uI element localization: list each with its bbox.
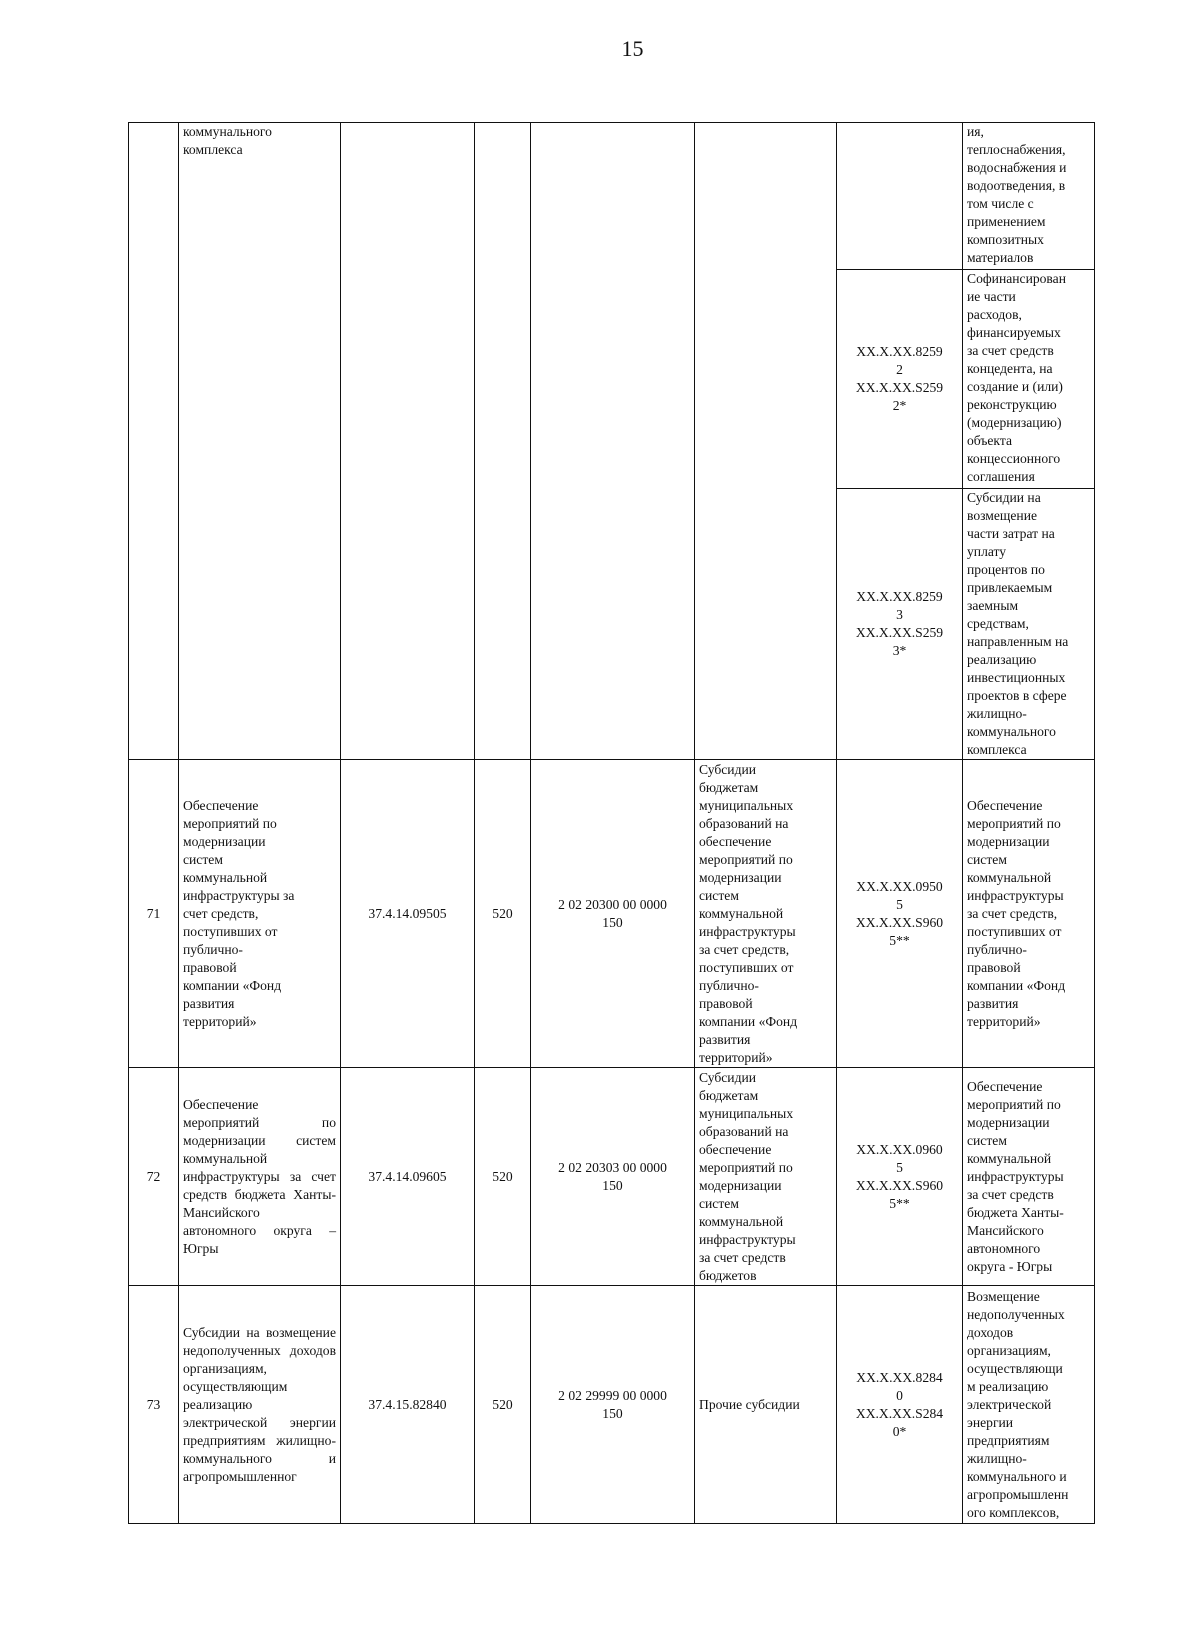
cell-kcodes: XX.X.XX.0960 5 XX.X.XX.S960 5** bbox=[837, 1068, 963, 1286]
cell-kcodes: XX.X.XX.8284 0 XX.X.XX.S284 0* bbox=[837, 1286, 963, 1524]
cell-num: 72 bbox=[129, 1068, 179, 1286]
cell-kbk: 2 02 29999 00 0000 150 bbox=[531, 1286, 695, 1524]
cell-kbk bbox=[531, 123, 695, 760]
cell-code: 37.4.15.82840 bbox=[341, 1286, 475, 1524]
cell-kbk: 2 02 20300 00 0000 150 bbox=[531, 760, 695, 1068]
cell-name: Обеспечение мероприятий по модернизации систем коммунальной инфраструктуры за счет средств бюджета Ханты-Мансийского автономного округа – Югры bbox=[179, 1068, 341, 1286]
cell-purpose: Возмещение недополученных доходов организациям, осуществляющи м реализацию электрической энергии предприятиям жилищно- коммунального и агропромышленн ого комплексов, bbox=[963, 1286, 1095, 1524]
budget-classification-table bbox=[128, 122, 1095, 1524]
cell-name: коммунального комплекса bbox=[179, 123, 341, 760]
cell-kcodes bbox=[837, 123, 963, 270]
cell-kcodes: XX.X.XX.8259 2 XX.X.XX.S259 2* bbox=[837, 270, 963, 489]
cell-dname: Прочие субсидии bbox=[695, 1286, 837, 1524]
table-row-73 bbox=[129, 1286, 1095, 1524]
cell-num bbox=[129, 123, 179, 760]
cell-code: 37.4.14.09605 bbox=[341, 1068, 475, 1286]
cell-purpose: Софинансирован ие части расходов, финансируемых за счет средств концедента, на создание и (или) реконструкцию (модернизацию) объекта концессионного соглашения bbox=[963, 270, 1095, 489]
cell-kcodes: XX.X.XX.0950 5 XX.X.XX.S960 5** bbox=[837, 760, 963, 1068]
cell-dname: Субсидии бюджетам муниципальных образований на обеспечение мероприятий по модернизации систем коммунальной инфраструктуры за счет средств, поступивших от публично- правовой компании «Фонд развития территорий» bbox=[695, 760, 837, 1068]
cell-purpose: ия, теплоснабжения, водоснабжения и водоотведения, в том числе с применением композитных материалов bbox=[963, 123, 1095, 270]
cell-kcodes: XX.X.XX.8259 3 XX.X.XX.S259 3* bbox=[837, 489, 963, 760]
cell-name: Субсидии на возмещение недополученных доходов организациям, осуществляющим реализацию электрической энергии предприятиям жилищно-коммунального и агропромышленног bbox=[179, 1286, 341, 1524]
table-row-71 bbox=[129, 760, 1095, 1068]
page-number: 15 bbox=[621, 36, 644, 61]
cell-code bbox=[341, 123, 475, 760]
cell-dname bbox=[695, 123, 837, 760]
cell-kvr: 520 bbox=[475, 760, 531, 1068]
cell-purpose: Обеспечение мероприятий по модернизации систем коммунальной инфраструктуры за счет средств, поступивших от публично- правовой компании «Фонд развития территорий» bbox=[963, 760, 1095, 1068]
cell-purpose: Субсидии на возмещение части затрат на уплату процентов по привлекаемым заемным средствам, направленным на реализацию инвестиционных проектов в сфере жилищно- коммунального комплекса bbox=[963, 489, 1095, 760]
cell-code: 37.4.14.09505 bbox=[341, 760, 475, 1068]
cell-num: 71 bbox=[129, 760, 179, 1068]
cell-kbk: 2 02 20303 00 0000 150 bbox=[531, 1068, 695, 1286]
cell-kvr: 520 bbox=[475, 1286, 531, 1524]
cell-name: Обеспечение мероприятий по модернизации систем коммунальной инфраструктуры за счет средств, поступивших от публично- правовой компании «Фонд развития территорий» bbox=[179, 760, 341, 1068]
continuation-row-part-1 bbox=[129, 123, 1095, 270]
table-row-72 bbox=[129, 1068, 1095, 1286]
cell-kvr: 520 bbox=[475, 1068, 531, 1286]
cell-dname: Субсидии бюджетам муниципальных образований на обеспечение мероприятий по модернизации систем коммунальной инфраструктуры за счет средств бюджетов bbox=[695, 1068, 837, 1286]
cell-purpose: Обеспечение мероприятий по модернизации систем коммунальной инфраструктуры за счет средств бюджета Ханты- Мансийского автономного округа - Югры bbox=[963, 1068, 1095, 1286]
cell-num: 73 bbox=[129, 1286, 179, 1524]
cell-kvr bbox=[475, 123, 531, 760]
